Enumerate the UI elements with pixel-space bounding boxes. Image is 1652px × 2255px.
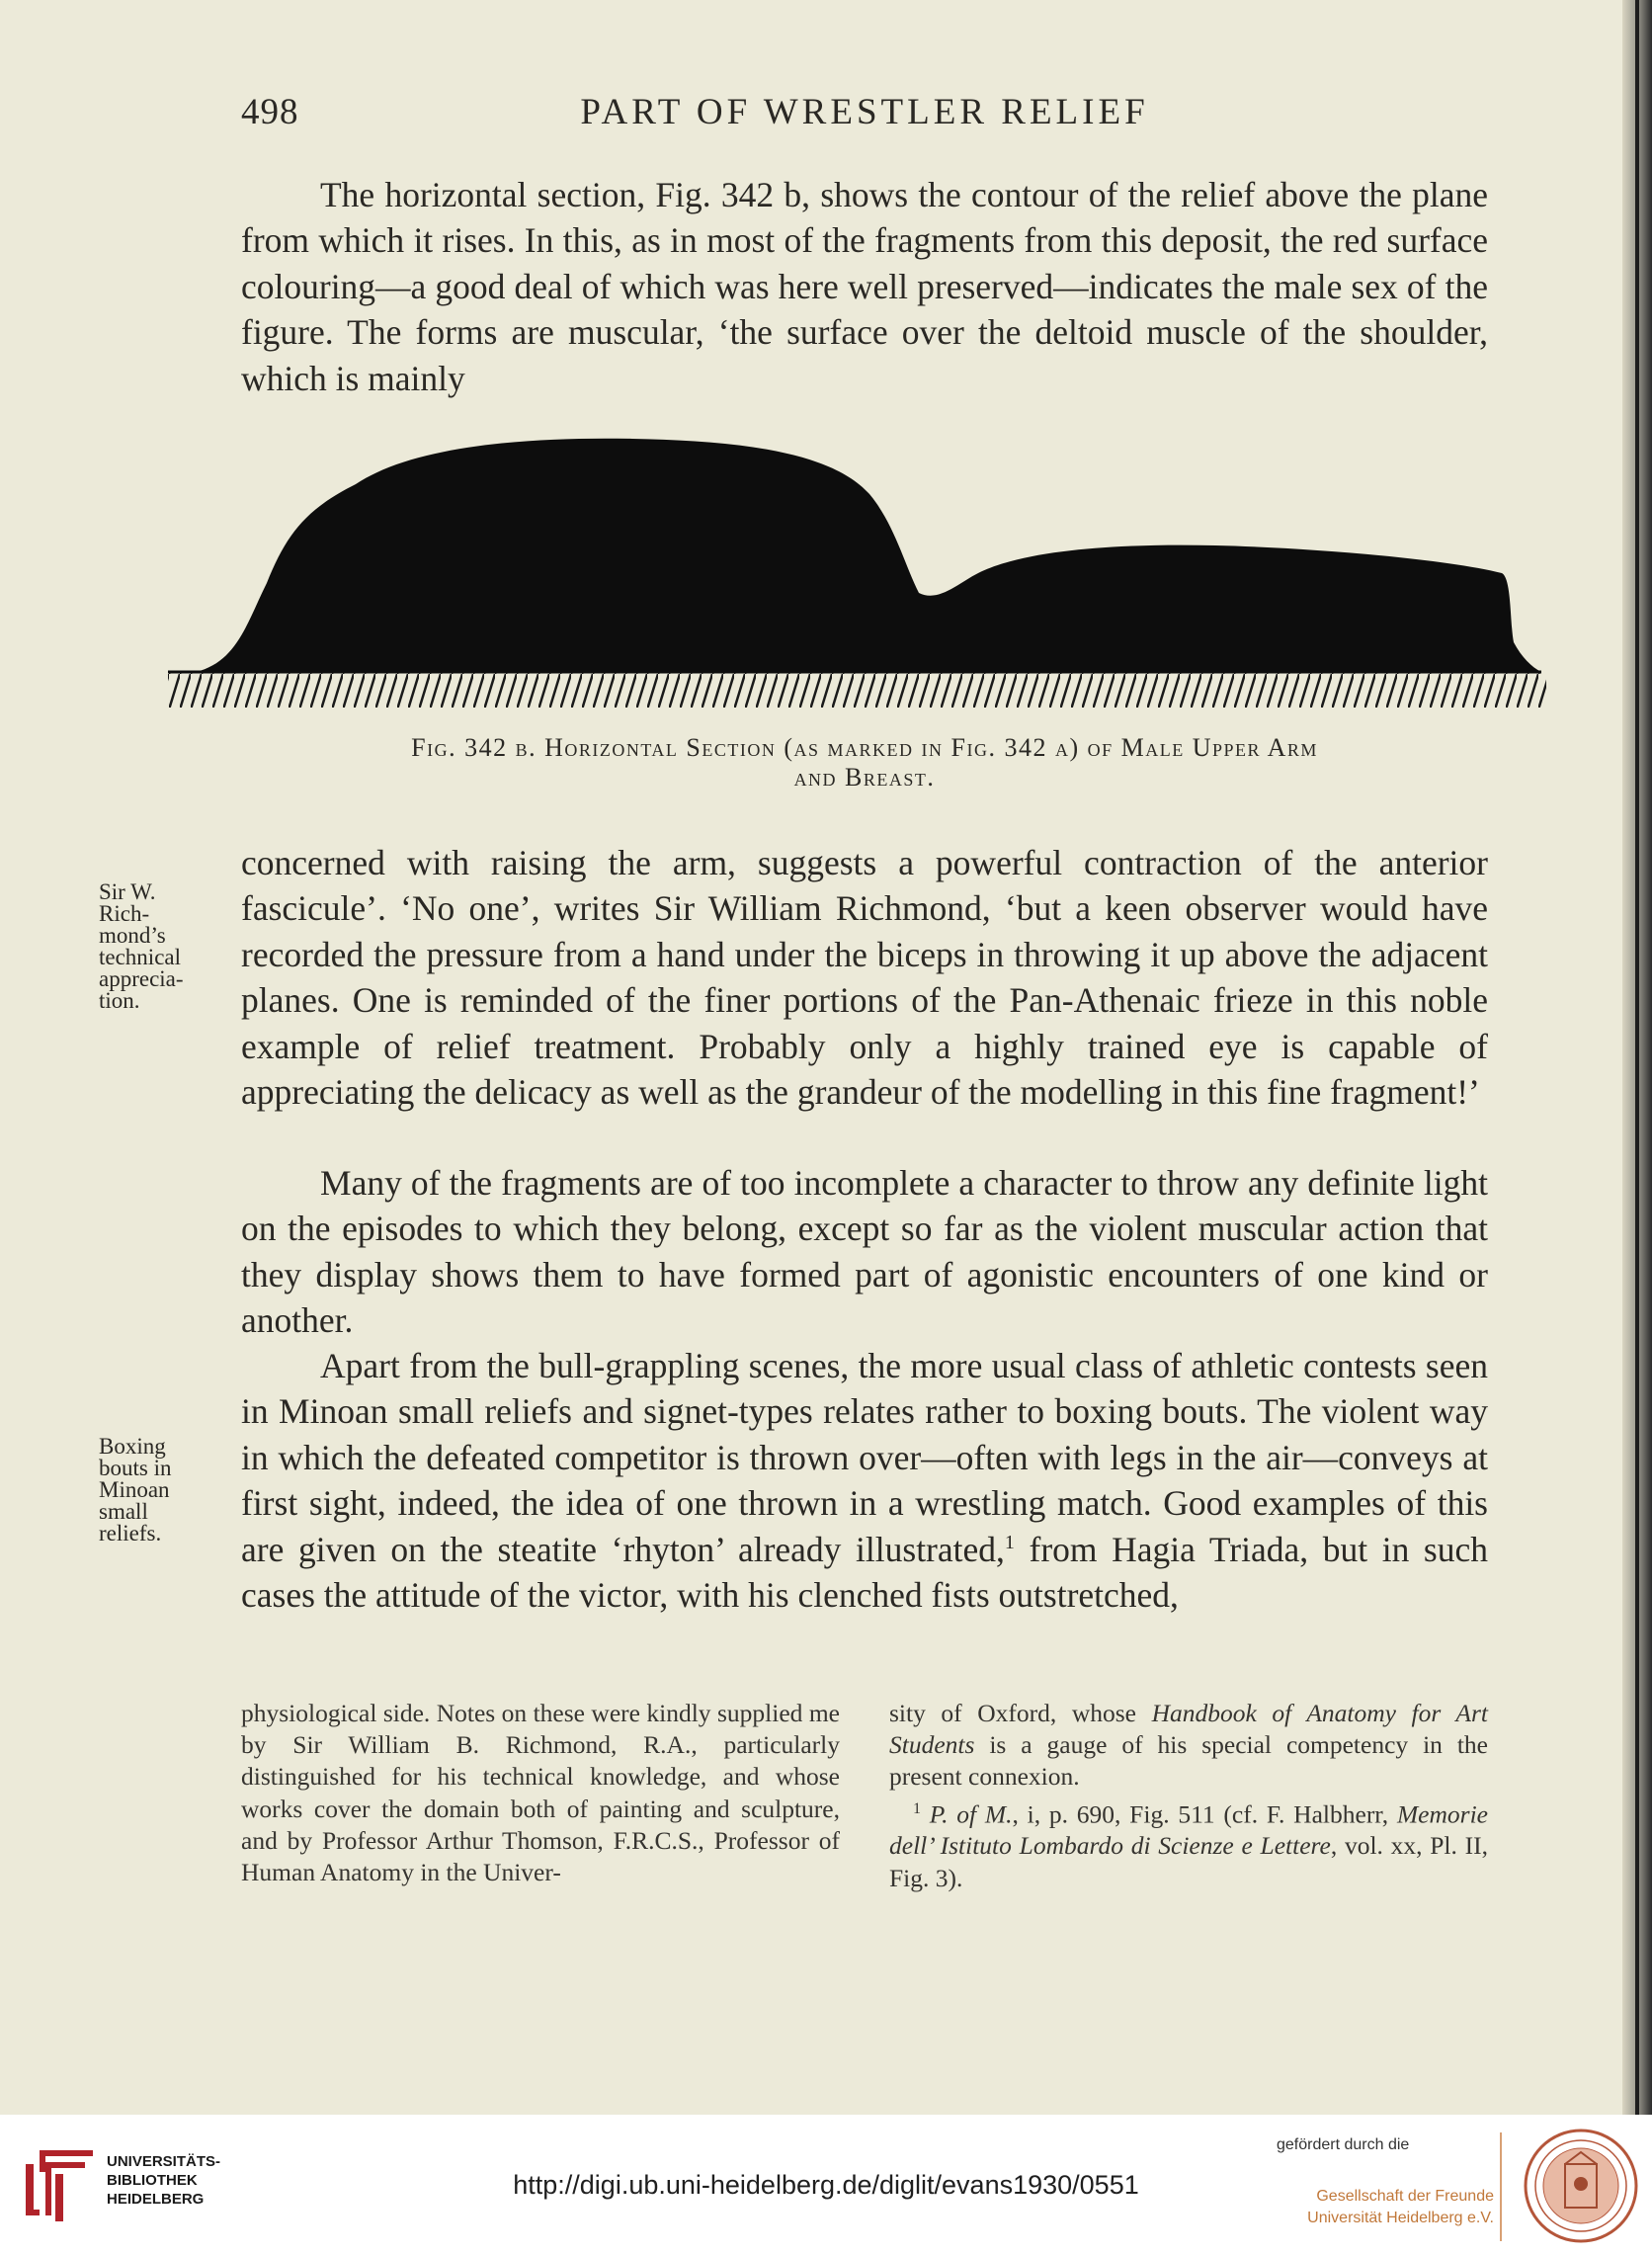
footnote-text: sity of Oxford, whose <box>889 1699 1152 1727</box>
running-title: PART OF WRESTLER RELIEF <box>580 92 1149 132</box>
paragraph-2: concerned with raising the arm, suggests a powerful contraction of the anterior fascicule’. ‘No one’, writes Sir William Richmond, ‘but a keen observer would have recorded the pressure from a hand under the biceps in throwing it up above the adjacent planes. One is reminded of the finer portions of the Pan-Athenaic frieze in this noble example of relief treatment. Probably only a highly trained eye is capable of appreciating the delicacy as well as the grandeur of the modelling in this fine fragment!’ <box>241 843 1488 1113</box>
caption-line-2: and Breast. <box>793 763 936 792</box>
sponsor-divider <box>1500 2132 1502 2241</box>
footnote-journal-title: Memorie dell’ Istituto Lombardo di Scienze e Lettere <box>889 1799 1488 1861</box>
sidenote-boxing: Boxing bouts in Minoan small reliefs. <box>99 1434 172 1545</box>
caption-line-1: Fig. 342 b. Horizontal Section (as marked in Fig. 342 a) of Male Upper Arm <box>411 733 1318 762</box>
footnote-text: , vol. xx, Pl. II, Fig. 3). <box>889 1831 1488 1892</box>
footnote-column-left: physiological side. Notes on these were kindly supplied me by Sir William B. Richmond, R.A., particularly distinguished for his technical knowledge, and whose works cover the domain both of painting and sculpture, and by Professor Arthur Thomson, F.R.C.S., Professor of Human Anatomy in the Univer- <box>241 1699 840 1887</box>
section-contour-diagram <box>158 425 1546 711</box>
sponsor-name: Gesellschaft der Freunde Universität Heidelberg e.V. <box>1307 2188 1494 2226</box>
footnote-book-title: Handbook of Anatomy for Art Students <box>889 1699 1488 1760</box>
page-header <box>241 91 1488 140</box>
figure-caption <box>241 733 1488 793</box>
paragraph-3: Many of the fragments are of too incomplete a character to throw any definite light on the episodes to which they belong, except so far as the violent muscular action that they display shows them to have formed part of agonistic encounters of one kind or another. <box>241 1163 1488 1341</box>
footnote-text <box>921 1799 930 1828</box>
paragraph-1: The horizontal section, Fig. 342 b, shows the contour of the relief above the plane from which it rises. In this, as in most of the fragments from this deposit, the red surface colouring—a good deal of which was here well preserved—indicates the male sex of the figure. The forms are muscular, ‘the surface over the deltoid muscle of the shoulder, which is mainly <box>241 175 1488 398</box>
paragraph-4 <box>241 1343 1488 1618</box>
footnote-continuation <box>889 1698 1488 1794</box>
permalink-url[interactable]: http://digi.ub.uni-heidelberg.de/diglit/evans1930/0551 <box>513 2170 1139 2200</box>
figure-horizontal-section <box>158 425 1546 711</box>
footnote-reference-1[interactable]: 1 <box>1004 1531 1015 1553</box>
footnote-text: , i, p. 690, Fig. 511 (cf. F. Halbherr, <box>1012 1799 1397 1829</box>
university-seal-icon <box>1522 2127 1640 2245</box>
library-name: UNIVERSITÄTS- BIBLIOTHEK HEIDELBERG <box>107 2153 221 2208</box>
sidenote-richmond: Sir W. Rich- mond’s technical apprecia- tion. <box>99 879 184 1013</box>
relief-contour-shape <box>196 439 1541 672</box>
paragraph-4-part-a: Apart from the bull-grappling scenes, the more usual class of athletic contests seen in Minoan small reliefs and signet-types relates rather to boxing bouts. The violent way in which the defeated competitor is thrown over—often with legs in the air—conveys at first sight, indeed, the idea of one thrown in a wrestling match. Good examples of this are given on the steatite ‘rhyton’ already illustrated, <box>241 1346 1488 1569</box>
page-edge-line <box>1635 0 1639 2115</box>
footnote-column-right <box>889 1698 1488 1894</box>
sponsor-label: gefördert durch die <box>1277 2136 1410 2153</box>
footnote-text: is a gauge of his special competency in the present connexion. <box>889 1730 1488 1792</box>
page-number: 498 <box>241 92 299 132</box>
ground-plane-hatching <box>168 672 1546 708</box>
paragraph-4-part-b: from Hagia Triada, but in such cases the attitude of the victor, with his clenched fists outstretched, <box>241 1529 1488 1616</box>
footnotes <box>241 1698 1488 1955</box>
footnote-abbrev-title: P. of M. <box>929 1799 1013 1829</box>
footnote-1-mark: 1 <box>913 1799 921 1817</box>
footnote-1 <box>889 1794 1488 1894</box>
digitization-banner <box>0 2115 1652 2255</box>
